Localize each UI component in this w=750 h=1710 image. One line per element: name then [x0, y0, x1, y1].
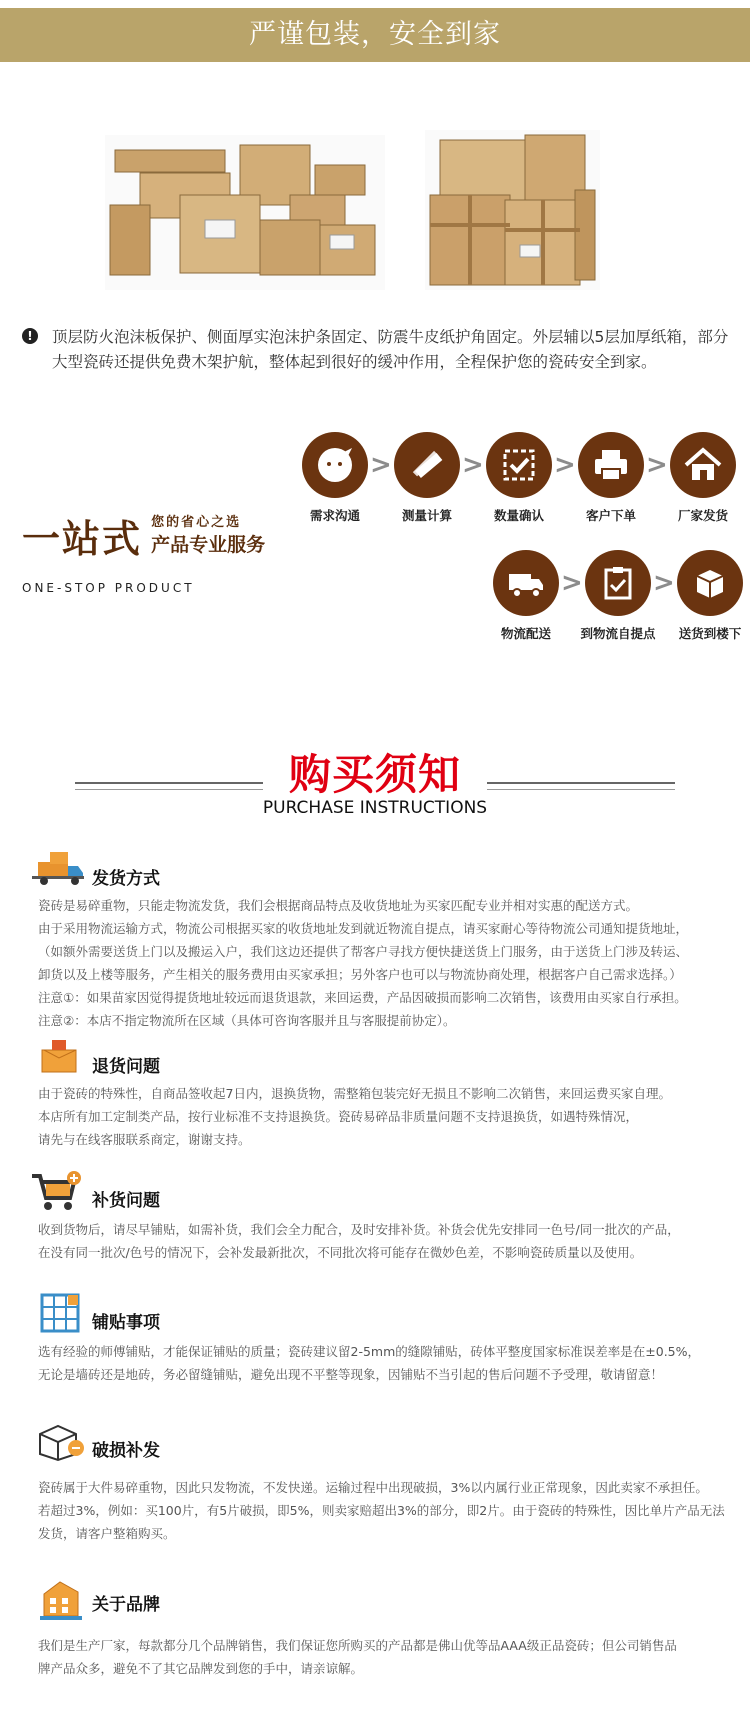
step-label: 客户下单 — [585, 508, 636, 523]
step-label: 数量确认 — [493, 508, 544, 523]
one-stop-brand — [22, 508, 265, 595]
paragraph-line: （如额外需要送货上门以及搬运入户，我们这边还提供了帮客户寻找方便快捷送货上门服务，由于送货上门涉及转运、 — [38, 944, 689, 959]
box-icon — [677, 550, 743, 616]
paragraph-line: 若超过3%，例如：买100片，有5片破损，即5%，则卖家赔超出3%的部分，即2片。由于瓷砖的特殊性，因比单片产品无法 — [38, 1503, 725, 1518]
one-stop-big: 一站式 — [22, 516, 143, 561]
paragraph-line: 选有经验的师傅铺贴，才能保证铺贴的质量；瓷砖建议留2-5mm的缝隙铺贴，砖体平整度国家标准误差率是在±0.5%， — [38, 1344, 701, 1359]
section-body-returns — [38, 1082, 733, 1151]
section-body-brand — [38, 1634, 733, 1680]
return-box-icon — [38, 1036, 82, 1076]
section-title-returns: 退货问题 — [92, 1057, 160, 1077]
paragraph-line: 牌产品众多，避免不了其它品牌发到您的手中，请亲谅解。 — [38, 1661, 364, 1676]
paragraph-line: 由于瓷砖的特殊性，自商品签收起7日内，退换货物，需整箱包装完好无损且不影响二次销售，来回运费买家自理。 — [38, 1086, 671, 1101]
banner-title: 严谨包装，安全到家 — [249, 19, 501, 50]
step-5 — [653, 432, 750, 524]
paragraph-line: 收到货物后，请尽早铺贴，如需补货，我们会全力配合，及时安排补货。补货会优先安排同一色号/同一批次的产品， — [38, 1222, 680, 1237]
buildings-icon — [38, 1574, 84, 1622]
packaging-note-text: 顶层防火泡沫板保护、侧面厚实泡沫护条固定、防震牛皮纸护角固定。外层辅以5层加厚纸箱，部分大型瓷砖还提供免费木架护航，整体起到很好的缓冲作用，全程保护您的瓷砖安全到家。 — [52, 328, 729, 371]
section-title-shipping: 发货方式 — [92, 869, 160, 889]
step-arrow: > — [646, 450, 668, 480]
step-label: 到物流自提点 — [580, 626, 656, 641]
cart-add-icon — [30, 1170, 82, 1214]
step-label: 厂家发货 — [677, 508, 728, 523]
section-body-damage — [38, 1476, 733, 1545]
step-arrow: > — [561, 568, 583, 598]
paragraph-line: 在没有同一批次/色号的情况下，会补发最新批次，不同批次将可能存在微妙色差，不影响瓷砖质量以及使用。 — [38, 1245, 643, 1260]
tile-grid-icon — [40, 1293, 80, 1333]
paragraph-line: 无论是墙砖还是地砖，务必留缝铺贴，避免出现不平整等现象，因铺贴不当引起的售后问题不予受理，敬请留意！ — [38, 1367, 664, 1382]
paragraph-line: 由于采用物流运输方式，物流公司根据买家的收货地址发到就近物流自提点，请买家耐心等待物流公司通知提货地址， — [38, 921, 689, 936]
paragraph-line: 本店所有加工定制类产品，按行业标准不支持退换货。瓷砖易碎品非质量问题不支持退换货，如遇特殊情况， — [38, 1109, 639, 1124]
one-stop-english: ONE-STOP PRODUCT — [22, 581, 195, 595]
paragraph-line: 注意②：本店不指定物流所在区域（具体可咨询客服并且与客服提前协定）。 — [38, 1013, 456, 1028]
one-stop-slogan-top: 您的省心之选 — [151, 515, 242, 530]
section-body-restock — [38, 1218, 733, 1264]
step-label: 需求沟通 — [309, 508, 360, 523]
section-title-restock: 补货问题 — [92, 1191, 160, 1211]
ruler-pencil-icon — [394, 432, 460, 498]
step-arrow: > — [554, 450, 576, 480]
truck-icon — [493, 550, 559, 616]
check-square-icon — [486, 432, 552, 498]
house-icon — [670, 432, 736, 498]
packaging-note — [22, 325, 732, 375]
step-arrow: > — [653, 568, 675, 598]
paragraph-line: 瓷砖属于大件易碎重物，因此只发物流，不发快递。运输过程中出现破损，3%以内属行业正常现象，因此卖家不承担任。 — [38, 1480, 708, 1495]
section-body-installation — [38, 1340, 733, 1386]
broken-box-icon — [36, 1420, 86, 1462]
section-title-installation: 铺贴事项 — [92, 1313, 160, 1333]
step-arrow: > — [370, 450, 392, 480]
purchase-title-en: PURCHASE INSTRUCTIONS — [262, 798, 488, 818]
step-arrow: > — [462, 450, 484, 480]
clipboard-check-icon — [585, 550, 651, 616]
section-title-brand: 关于品牌 — [92, 1595, 160, 1615]
section-title-damage: 破损补发 — [92, 1441, 160, 1461]
step-8 — [660, 550, 750, 642]
purchase-title-cn: 购买须知 — [288, 750, 461, 799]
wooden-crate-photo — [425, 130, 600, 290]
step-label: 物流配送 — [500, 626, 551, 641]
step-label: 测量计算 — [401, 508, 452, 523]
printer-icon — [578, 432, 644, 498]
one-stop-slogan-bottom: 产品专业服务 — [151, 534, 266, 556]
warning-icon: ! — [22, 328, 38, 344]
paragraph-line: 瓷砖是易碎重物，只能走物流发货，我们会根据商品特点及收货地址为买家匹配专业并相对实惠的配送方式。 — [38, 898, 639, 913]
paragraph-line: 发货，请客户整箱购买。 — [38, 1526, 176, 1541]
paragraph-line: 注意①：如果苗家因觉得提货地址较远而退货退款，来回运费，产品因破损而影响二次销售，该费用由买家自行承担。 — [38, 990, 687, 1005]
section-body-shipping — [38, 894, 733, 1032]
step-label: 送货到楼下 — [678, 626, 742, 641]
carton-stack-photo — [105, 135, 385, 290]
paragraph-line: 我们是生产厂家，每款都分几个品牌销售，我们保证您所购买的产品都是佛山优等品AAA级正品瓷砖；但公司销售品 — [38, 1638, 677, 1653]
chat-face-icon — [302, 432, 368, 498]
delivery-truck-icon — [30, 848, 85, 886]
paragraph-line: 请先与在线客服联系商定，谢谢支持。 — [38, 1132, 251, 1147]
paragraph-line: 卸货以及上楼等服务，产生相关的服务费用由买家承担；另外客户也可以与物流协商处理，根据客户自己需求选择。） — [38, 967, 682, 982]
top-banner — [0, 8, 750, 62]
